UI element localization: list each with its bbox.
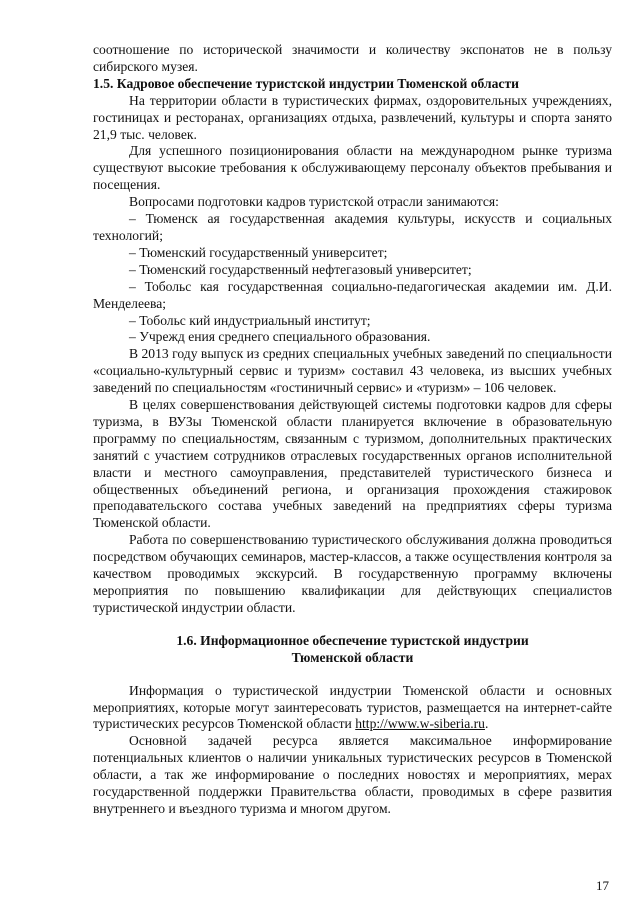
paragraph-info-resource: [93, 683, 612, 734]
paragraph-text-end: .: [484, 716, 489, 732]
list-item: – Тобольс кая государственная социально-педагогическая академии им. Д.И. Менделеева;: [93, 278, 612, 311]
list-item: – Тюменский государственный университет;: [129, 244, 388, 260]
list-item: – Тюменский государственный нефтегазовый университет;: [129, 261, 472, 277]
section-heading-line-2: Тюменской области: [291, 649, 414, 665]
paragraph-requirements: Для успешного позиционирования области на международном рынке туризма существуют высокие требования к обслуживающему персоналу объектов пребывания и посещения.: [93, 143, 612, 193]
section-heading-line-1: 1.6. Информационное обеспечение туристской индустрии: [176, 632, 529, 648]
list-item: – Тобольс кий индустриальный институт;: [129, 312, 371, 328]
paragraph-continuation: соотношение по исторической значимости и количеству экспонатов не в пользу сибирского музея.: [93, 42, 612, 74]
paragraph-text: Информация о туристической индустрии Тюменской области и основных мероприятиях, которые могут заинтересовать туристов, размещается на интернет-сайте туристических ресурсов Тюменской области: [93, 682, 612, 732]
paragraph-training-intro: Вопросами подготовки кадров туристской отрасли занимаются:: [129, 194, 499, 210]
section-heading-1-6: [93, 633, 612, 667]
paragraph-service-work: Работа по совершенствованию туристического обслуживания должна проводиться посредством обучающих семинаров, мастер-классов, а также осуществления контроля за качеством проводимых экскурсий. В государственную программу включены мероприятия по повышению квалификации для действующих специалистов туристической индустрии области.: [93, 532, 612, 615]
list-item: – Учрежд ения среднего специального образования.: [129, 329, 431, 345]
document-page: [93, 42, 612, 818]
list-item: – Тюменск ая государственная академия культуры, искусств и социальных технологий;: [93, 211, 612, 243]
paragraph-main-task: Основной задачей ресурса является максимальное информирование потенциальных клиентов о наличии уникальных туристических ресурсов в Тюменской области, а так же информирование о последних новостях и мероприятиях, мерах государственной поддержки Правительства области, проводимых в сфере развития внутреннего и въездного туризма и многом другом.: [93, 733, 612, 816]
paragraph-improvement: В целях совершенствования действующей системы подготовки кадров для сферы туризма, в ВУЗы Тюменской области планируется включение в образовательную программу по специальностям, связанным с туризмом, дополнительных практических занятий с участием сотрудников отраслевых государственных органов исполнительной власти и местного самоуправления, представителей туристического бизнеса и общественных объединений региона, и организация прохождения стажировок преподавательского состава учебных заведений на предприятиях сферы туризма Тюменской области.: [93, 397, 612, 531]
paragraph-staff-count: На территории области в туристических фирмах, оздоровительных учреждениях, гостиницах и ресторанах, организациях отдыха, развлечений, культуры и спорта занято 21,9 тыс. человек.: [93, 92, 612, 142]
website-link[interactable]: http://www.w-siberia.ru: [355, 716, 485, 732]
paragraph-graduates: В 2013 году выпуск из средних специальных учебных заведений по специальности «социально-культурный сервис и туризм» составил 43 человека, из высших учебных заведений по специальностям «гостиничный сервис» и «туризм» – 106 человек.: [93, 346, 612, 396]
page-number: 17: [596, 878, 609, 893]
section-heading-1-5: 1.5. Кадровое обеспечение туристской индустрии Тюменской области: [93, 75, 519, 91]
